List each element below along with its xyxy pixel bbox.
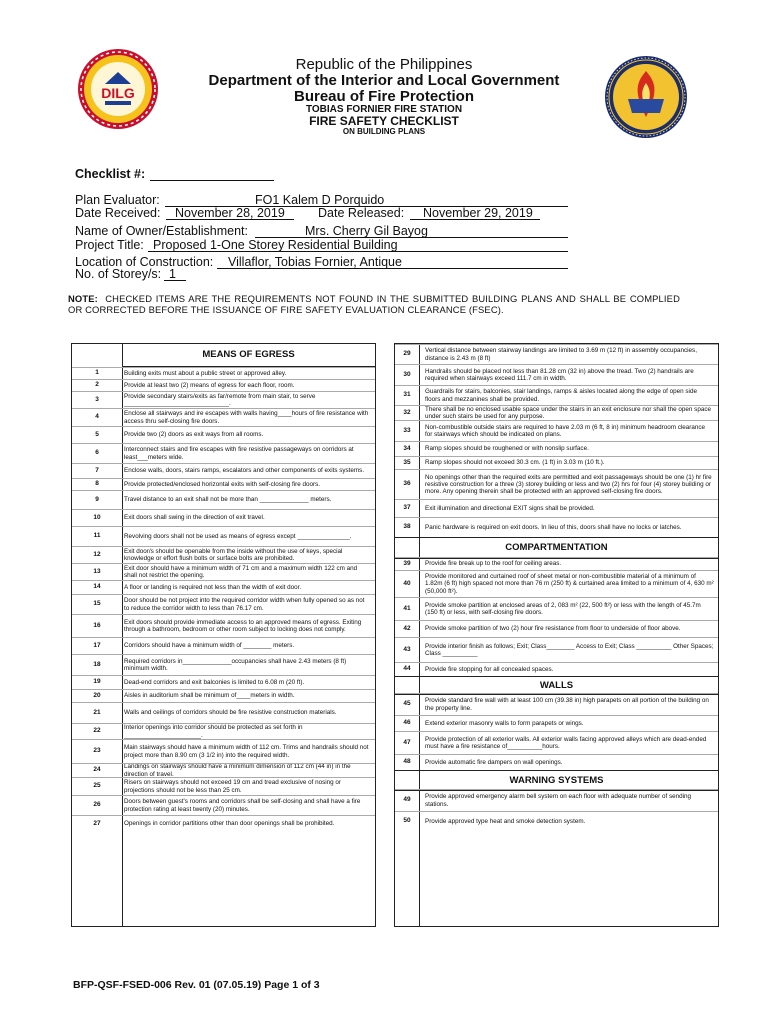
plan-evaluator-value: FO1 Kalem D Porquido [255,193,385,207]
right-item-number[interactable]: 47 [403,739,411,746]
left-item-text: Interior openings into corridor should be protected as set forth in ______________________. [124,724,303,739]
storeys-label: No. of Storey/s: [75,267,162,281]
left-item-text: Openings in corridor partitions other than door openings shall be prohibited. [124,820,335,828]
right-item-number[interactable]: 45 [403,700,411,707]
svg-text:DILG: DILG [101,85,135,101]
project-field[interactable] [148,251,568,252]
left-item-number[interactable]: 24 [93,766,101,773]
right-item-text: Guardrails for stairs, balconies, stair landings, ramps & aisles located along the edge of open side floors and mezzanines shall be provided. [425,388,697,403]
left-item-number[interactable]: 1 [95,369,99,376]
left-item-number[interactable]: 16 [93,622,101,629]
left-item-text: Dead-end corridors and exit balconies is limited to 6.08 m (20 ft). [124,678,305,686]
right-item-text: Handrails should be placed not less than 81.28 cm (32 in) above the tread. Two (2) handrails are required when stairways exceed 111.7 cm in width. [425,367,694,382]
date-released-field[interactable] [410,219,540,220]
right-item-number[interactable]: 41 [403,605,411,612]
right-item-text: Provide smoke partition at enclosed areas of 2, 083 m² (22, 500 ft²) or less with the length of 45.7m (150 ft) or less, with self-closing fire doors. [425,601,701,616]
left-item-number[interactable]: 25 [93,782,101,789]
left-table-divider [122,344,123,926]
project-label: Project Title: [75,238,144,252]
left-item-text: Revolving doors shall not be used as means of egress except _______________. [124,532,352,540]
right-item-number[interactable]: 35 [403,459,411,466]
left-item-number[interactable]: 20 [93,692,101,699]
right-item-text: Provide smoke partition of two (2) hour fire resistance from floor to underside of floor above. [425,625,681,633]
republic-heading: Republic of the Philippines [295,56,473,73]
checklist-label: Checklist #: [75,167,146,181]
right-item-text: No openings other than the required exits are permitted and exit passageways should be one (1) hr fire resistive construction for a three (3) storey building or less and two (2) hrs for four (4) storey building or more. Any opening therein shall be protected with an approved self-closing fire doors. [425,473,712,496]
right-item-number[interactable]: 39 [403,560,411,567]
right-item-number[interactable]: 34 [403,445,411,452]
location-label: Location of Construction: [75,255,214,269]
location-field[interactable] [217,268,568,269]
right-item-number[interactable]: 30 [403,371,411,378]
left-item-number[interactable]: 11 [93,532,101,539]
left-item-text: Doors between guest's rooms and corridors shall be self-closing and shall have a fire protection rating at least twenty (20) minutes. [124,798,361,813]
right-item-text: Exit illumination and directional EXIT signs shall be provided. [425,504,595,512]
right-item-text: Vertical distance between stairway landings are limited to 3.69 m (12 ft) in assembly occupancies, distance is 2.43 m (8 ft) [425,347,697,362]
right-item-text: Panic hardware is required on exit doors. In lieu of this, doors shall have no locks or latches. [425,523,682,531]
left-item-number[interactable]: 23 [93,747,101,754]
note-paragraph [68,293,680,315]
left-item-number[interactable]: 13 [93,568,101,575]
form-footer: BFP-QSF-FSED-006 Rev. 01 (07.05.19) Page 1 of 3 [73,979,320,991]
left-item-text: Exit doors shall swing in the direction of exit travel. [124,514,265,522]
left-item-number[interactable]: 27 [93,820,101,827]
note-label: NOTE: [68,293,98,304]
left-item-text: Exit door should have a minimum width of 71 cm and a maximum width 122 cm and shall not restrict the opening. [124,564,358,579]
left-item-number[interactable]: 17 [93,642,101,649]
right-item-text: Provide automatic fire dampers on wall openings. [425,758,563,766]
left-item-number[interactable]: 5 [95,431,99,438]
left-item-number[interactable]: 26 [93,801,101,808]
department-heading: Department of the Interior and Local Government [208,72,560,89]
bureau-heading: Bureau of Fire Protection [293,88,475,105]
left-item-number[interactable]: 15 [93,600,101,607]
left-item-text: Aisles in auditorium shall be minimum of____meters in width. [124,692,295,700]
storeys-field[interactable] [164,280,186,281]
right-item-number[interactable]: 48 [403,758,411,765]
left-item-text: Risers on stairways should not exceed 19 cm and tread exclusive of nosing or projections should not be less than 25 cm. [124,779,342,794]
right-item-text: Provide fire stopping for all concealed spaces. [425,665,554,673]
left-item-number[interactable]: 12 [93,551,101,558]
plan-evaluator-label: Plan Evaluator: [75,193,160,207]
means-of-egress-header: MEANS OF EGRESS [122,344,375,367]
storeys-value: 1 [169,267,176,281]
right-item-number[interactable]: 33 [403,427,411,434]
left-item-text: Provide two (2) doors as exit ways from all rooms. [124,431,264,439]
left-item-text: A floor or landing is required not less than the width of exit door. [124,583,302,591]
right-item-number[interactable]: 43 [403,646,411,653]
right-item-number[interactable]: 29 [403,350,411,357]
left-item-text: Required corridors in______________occupancies shall have 2.43 meters (8 ft) minimum width. [124,657,347,672]
left-item-text: Provide protected/enclosed horizontal exits with self-closing fire doors. [124,480,320,488]
left-item-number[interactable]: 19 [93,678,101,685]
left-item-number[interactable]: 3 [95,396,99,403]
note-text: CHECKED ITEMS ARE THE REQUIREMENTS NOT FOUND IN THE SUBMITTED BUILDING PLANS AND SHALL BE COMPLIED OR CORRECTED BEFORE THE ISSUANCE OF FIRE SAFETY EVALUATION CLEARANCE (FSEC). [68,293,680,315]
left-item-text: Main stairways should have a minimum width of 112 cm. Trims and handrails should not project more than 8.90 cm (3 1/2 in) into the required width. [124,744,369,759]
right-item-text: Provide standard fire wall with at least 100 cm (39.38 in) high parapets on all portion of the building on the property line. [425,697,709,712]
left-item-number[interactable]: 7 [95,467,99,474]
left-item-text: Walls and ceilings of corridors should be fire resistive construction materials. [124,709,337,717]
left-item-text: Provide secondary stairs/exits as far/remote from main stair, to serve ______________________________. [124,392,316,407]
right-item-text: Provide approved emergency alarm bell system on each floor with adequate number of sending stations. [425,793,692,808]
left-item-text: Interconnect stairs and fire escapes with fire resistive passageways on corridors at least___meters wide. [124,446,354,461]
compartmentation-header: COMPARTMENTATION [395,537,718,559]
station-heading: TOBIAS FORNIER FIRE STATION [305,104,463,115]
location-value: Villaflor, Tobias Fornier, Antique [228,255,402,269]
date-released-value: November 29, 2019 [423,206,533,220]
owner-label: Name of Owner/Establishment: [75,224,248,238]
left-item-text: Travel distance to an exit shall not be more than ______________ meters. [124,496,332,504]
left-item-text: Door should be not project into the required corridor width when fully opened so as not to reduce the corridor width to less than 76.17 cm. [124,597,365,612]
right-item-number[interactable]: 50 [403,817,411,824]
checklist-field[interactable] [150,180,274,181]
right-item-text: Provide protection of all exterior walls. All exterior walls facing approved alleys which are dead-ended must have a fire resistance of__________hours. [425,735,707,750]
right-item-text: Extend exterior masonry walls to form parapets or wings. [425,719,584,727]
left-item-number[interactable]: 14 [93,583,101,590]
right-item-text: Provide monitored and curtained roof of sheet metal or non-combustible material of a minimum of 1.82m (6 ft) high spaced not more than 76 m (250 ft) & curtained area limited to a minimum of 4, 630 m² (50,000 ft²). [425,573,714,595]
right-item-text: There shall be no enclosed usable space under the stairs in an exit enclosure nor shall the open space under such stairs be used for any purpose. [425,406,711,420]
right-item-number[interactable]: 46 [403,719,411,726]
right-item-text: Non-combustible outside stairs are required to have 2.03 m (6 ft, 8 in) minimum headroom clearance for stairways which should be indicated on plans. [425,423,705,438]
right-item-text: Provide interior finish as follows; Exit; Class________ Access to Exit; Class __________ Other Spaces; Class __________ [425,642,714,657]
left-item-number[interactable]: 18 [93,661,101,668]
right-checklist-table [394,343,719,927]
left-item-text: Corridors should have a minimum width of ________ meters. [124,642,295,650]
right-item-number[interactable]: 32 [403,409,411,416]
form-subtitle: ON BUILDING PLANS [342,127,426,136]
right-item-number[interactable]: 31 [403,391,411,398]
right-item-text: Provide approved type heat and smoke detection system. [425,817,586,825]
walls-header: WALLS [395,676,718,695]
left-item-number[interactable]: 10 [93,514,101,521]
right-item-number[interactable]: 40 [403,580,411,587]
left-item-number[interactable]: 8 [95,480,99,487]
right-item-number[interactable]: 42 [403,625,411,632]
date-received-label: Date Received: [75,206,161,220]
right-item-number[interactable]: 36 [403,480,411,487]
left-checklist-table [71,343,376,927]
left-item-number[interactable]: 22 [93,727,101,734]
right-item-number[interactable]: 37 [403,504,411,511]
left-item-text: Building exits must about a public street or approved alley. [124,369,287,377]
left-item-number[interactable]: 21 [93,709,101,716]
right-table-divider [419,344,420,926]
owner-value: Mrs. Cherry Gil Bayog [305,224,428,238]
left-item-number[interactable]: 2 [95,381,99,388]
right-item-number[interactable]: 44 [403,665,411,672]
right-item-number[interactable]: 38 [403,523,411,530]
left-item-text: Exit door/s should be openable from the inside without the use of keys, special knowledge or effort flush bolts or surface bolts are prohibited. [124,547,343,562]
right-item-text: Ramp slopes should be roughened or with nonslip surface. [425,445,589,453]
left-item-text: Exit doors should provide immediate access to an approved means of egress. Exiting through a bathroom, bedroom or other room subject to locking does not comply. [124,618,362,633]
left-item-number[interactable]: 9 [95,496,99,503]
left-item-number[interactable]: 4 [95,413,99,420]
right-item-number[interactable]: 49 [403,796,411,803]
warning-systems-header: WARNING SYSTEMS [395,770,718,791]
date-received-value: November 28, 2019 [175,206,285,220]
left-item-number[interactable]: 6 [95,449,99,456]
left-item-text: Enclose walls, doors, stairs ramps, escalators and other components of exits systems. [124,467,365,475]
left-item-text: Provide at least two (2) means of egress for each floor, room. [124,381,295,389]
left-item-text: Enclose all stairways and ire escapes with walls having____hours of fire resistance with access thru self-closing fire doors. [124,410,369,425]
right-item-text: Provide fire break up to the roof for ceiling areas. [425,560,562,568]
date-released-label: Date Released: [318,206,405,220]
right-item-text: Ramp slopes should not exceed 30.3 cm. (1 ft) in 3.03 m (10 ft.). [425,459,605,467]
project-value: Proposed 1-One Storey Residential Building [153,238,398,252]
form-title: FIRE SAFETY CHECKLIST [309,114,459,128]
left-item-text: Landings on stairways should have a minimum dimension of 112 cm (44 in) in the direction of travel. [124,764,351,777]
date-received-field[interactable] [166,219,294,220]
